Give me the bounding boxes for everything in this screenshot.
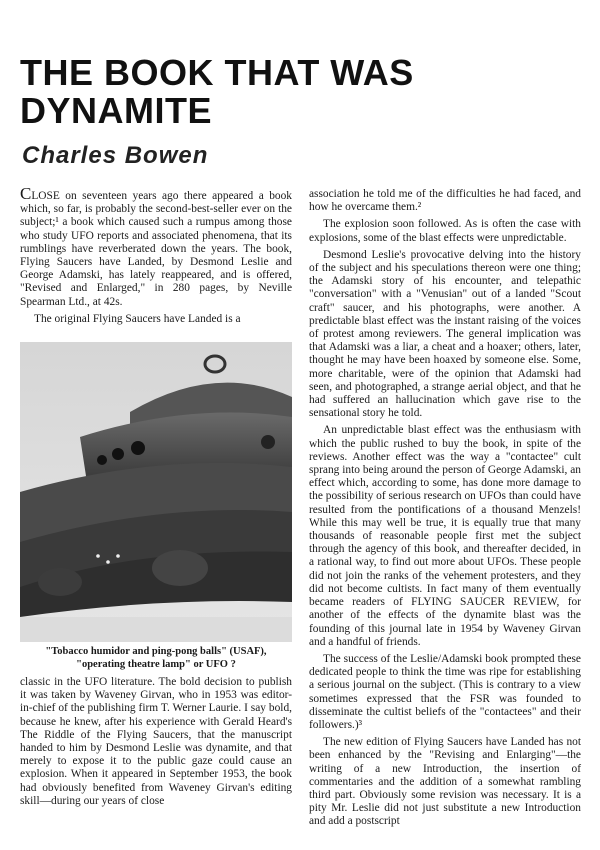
ufo-photo bbox=[20, 342, 292, 642]
right-paragraph-1: association he told me of the difficulties he had faced, and how he overcame them.² bbox=[309, 188, 581, 214]
right-paragraph-5: The success of the Leslie/Adamski book prompted these dedicated people to think the time was ripe for establishing a serious journal on the subject. (This is contrary to a view sometimes expressed that the FSR was founded to disseminate the cultist beliefs of the "contactees" and their followers.)³ bbox=[309, 652, 581, 731]
left-paragraph-1-text: LOSE on seventeen years ago there appeared a book which, so far, is probably the second-best-seller ever on the subject;¹ a book which caused such a rumpus among those who study UFO reports and associated phenomena, that its rumblings have reverberated down the years. The book, Flying Saucers have Landed, by Desmond Leslie and George Adamski, has lately reappeared, and is offered, "Revised and Enlarged," in 280 pages, by Neville Spearman Ltd., at 42s. bbox=[20, 190, 292, 308]
right-paragraph-3: Desmond Leslie's provocative delving into the history of the subject and his speculations thereon were one thing; the Adamski story of his encounter, and telepathic "conversation" with a "Venusian" out of a landed "Scout craft" saucer, and his photographs, were another. A predictable blast effect was the instant raising of the voices of protest among reviewers. The general implication was that Adamski was a liar, a cheat and a hoaxer; others, later, thought he may have been hoaxed by someone else. Some, more charitable, were of the opinion that Adamski had seen, and photographed, a strange aerial object, and that he had suffered an hallucination which gave rise to the sensational story he told. bbox=[309, 248, 581, 420]
left-column-continued bbox=[20, 676, 292, 812]
left-paragraph-3: classic in the UFO literature. The bold decision to publish it was taken by Waveney Girvan, who in 1953 was editor-in-chief of the publishing firm T. Werner Laurie. I say bold, because he knew, after his experience with Gerald Heard's The Riddle of the Flying Saucers, that the manuscript handed to him by Desmond Leslie was dynamite, and that merely to expose it to the public gaze could cause an explosion. When it appeared in September 1953, the book had obviously benefited from Waveney Girvan's editing skill—during our years of close bbox=[20, 676, 292, 807]
right-paragraph-6: The new edition of Flying Saucers have Landed has not been enhanced by the "Revising and Enlarging"—the writing of a new Introduction, the insertion of commentaries and the addition of a somewhat rambling third part. Obviously some revision was necessary. It is a pity Mr. Leslie did not just substitute a new Introduction and add a postscript bbox=[309, 736, 581, 828]
left-column bbox=[20, 184, 292, 330]
left-paragraph-2: The original Flying Saucers have Landed is a bbox=[34, 312, 241, 325]
drop-cap: C bbox=[20, 184, 32, 203]
right-column bbox=[309, 188, 581, 833]
article-title: THE BOOK THAT WAS DYNAMITE bbox=[20, 52, 414, 131]
right-paragraph-2: The explosion soon followed. As is often the case with explosions, some of the blast effects were unpredictable. bbox=[309, 218, 581, 244]
right-paragraph-4: An unpredictable blast effect was the enthusiasm with which the public rushed to buy the book, in spite of the reviews. Another effect was the way a "contactee" cult sprang into being around the person of George Adamski, an effect which, according to some, has done more damage to the possibility of serious research on UFOs than could have resulted from the pontifications of a thousand Menzels! While this may well be true, it is equally true that many thousands of reasonable people first met the subject through the agency of this book, and thereafter decided, in a rational way, to find out more about UFOs. These people did not join the ranks of the vehement protesters, and they did not become cultists. In fact many of them eventually became readers of FLYING SAUCER REVIEW, for another of the effects of the dynamite blast was the founding of this journal late in 1954 by Waveney Girvan and a handful of friends. bbox=[309, 424, 581, 648]
photo-caption: "Tobacco humidor and ping-pong balls" (USAF), "operating theatre lamp" or UFO ? bbox=[45, 646, 267, 670]
article-author: Charles Bowen bbox=[22, 142, 209, 169]
ufo-photo-icon bbox=[20, 342, 292, 642]
left-paragraph-1 bbox=[20, 184, 292, 309]
